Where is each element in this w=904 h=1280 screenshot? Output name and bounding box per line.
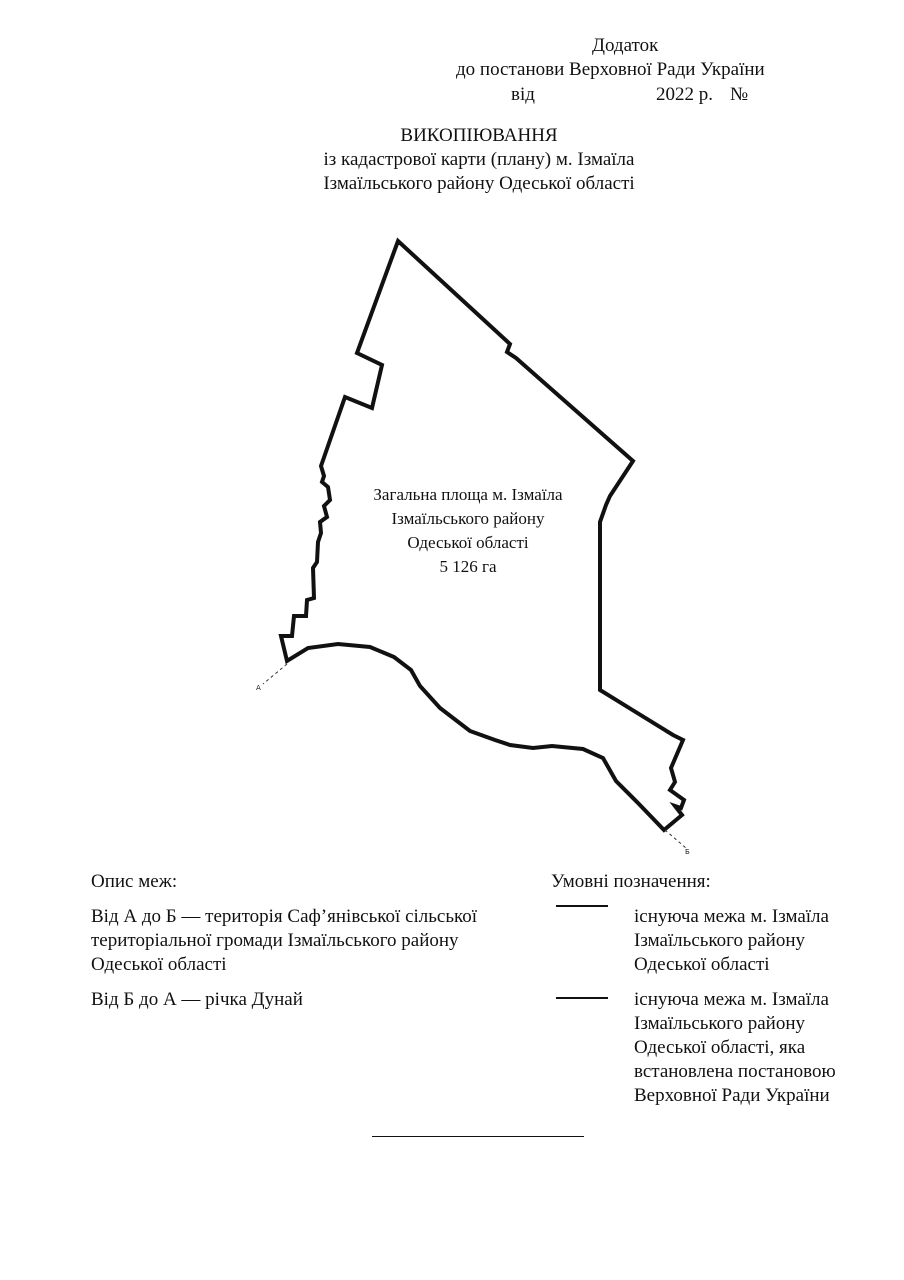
boundary-ba-line-1: Від Б до А — річка Дунай xyxy=(91,989,303,1010)
point-a-label: А xyxy=(256,684,261,692)
appendix-number-sign: № xyxy=(730,84,749,105)
area-label-line-2: Ізмаїльського району xyxy=(391,509,545,528)
closing-rule xyxy=(372,1136,584,1137)
area-value: 5 126 га xyxy=(439,557,497,576)
legend-established-boundary-line xyxy=(556,997,608,999)
point-a-leader xyxy=(263,664,287,684)
point-b-leader xyxy=(665,830,686,848)
legend-item-2-line-4: встановлена постановою xyxy=(634,1061,836,1082)
boundaries-heading: Опис меж: xyxy=(91,871,178,892)
legend-item-2-line-3: Одеської області, яка xyxy=(634,1037,806,1058)
point-b-label: Б xyxy=(685,848,690,856)
document-subtitle-1: із кадастрової карти (плану) м. Ізмаїла xyxy=(323,149,635,170)
appendix-date-year: 2022 р. xyxy=(656,84,713,105)
legend-item-1-line-3: Одеської області xyxy=(634,954,770,975)
legend-existing-boundary-line xyxy=(556,905,608,907)
appendix-decree: до постанови Верховної Ради України xyxy=(456,59,765,80)
appendix-title: Додаток xyxy=(592,35,659,56)
legend-item-2-line-1: існуюча межа м. Ізмаїла xyxy=(634,989,829,1010)
legend-item-2-line-5: Верховної Ради України xyxy=(634,1085,830,1106)
area-label-line-3: Одеської області xyxy=(407,533,529,552)
legend-item-2-line-2: Ізмаїльського району xyxy=(634,1013,806,1034)
boundary-ab-line-3: Одеської області xyxy=(91,954,227,975)
boundary-ab-line-2: територіальної громади Ізмаїльського району xyxy=(91,930,459,951)
boundary-ab-line-1: Від А до Б — територія Саф’янівської сільської xyxy=(91,906,478,927)
document-title: ВИКОПІЮВАННЯ xyxy=(400,125,558,146)
legend-item-1-line-2: Ізмаїльського району xyxy=(634,930,806,951)
legend-heading: Умовні позначення: xyxy=(551,871,711,892)
document-subtitle-2: Ізмаїльського району Одеської області xyxy=(323,173,635,194)
area-label-line-1: Загальна площа м. Ізмаїла xyxy=(373,485,563,504)
appendix-date-prefix: від xyxy=(511,84,535,105)
legend-item-1-line-1: існуюча межа м. Ізмаїла xyxy=(634,906,829,927)
